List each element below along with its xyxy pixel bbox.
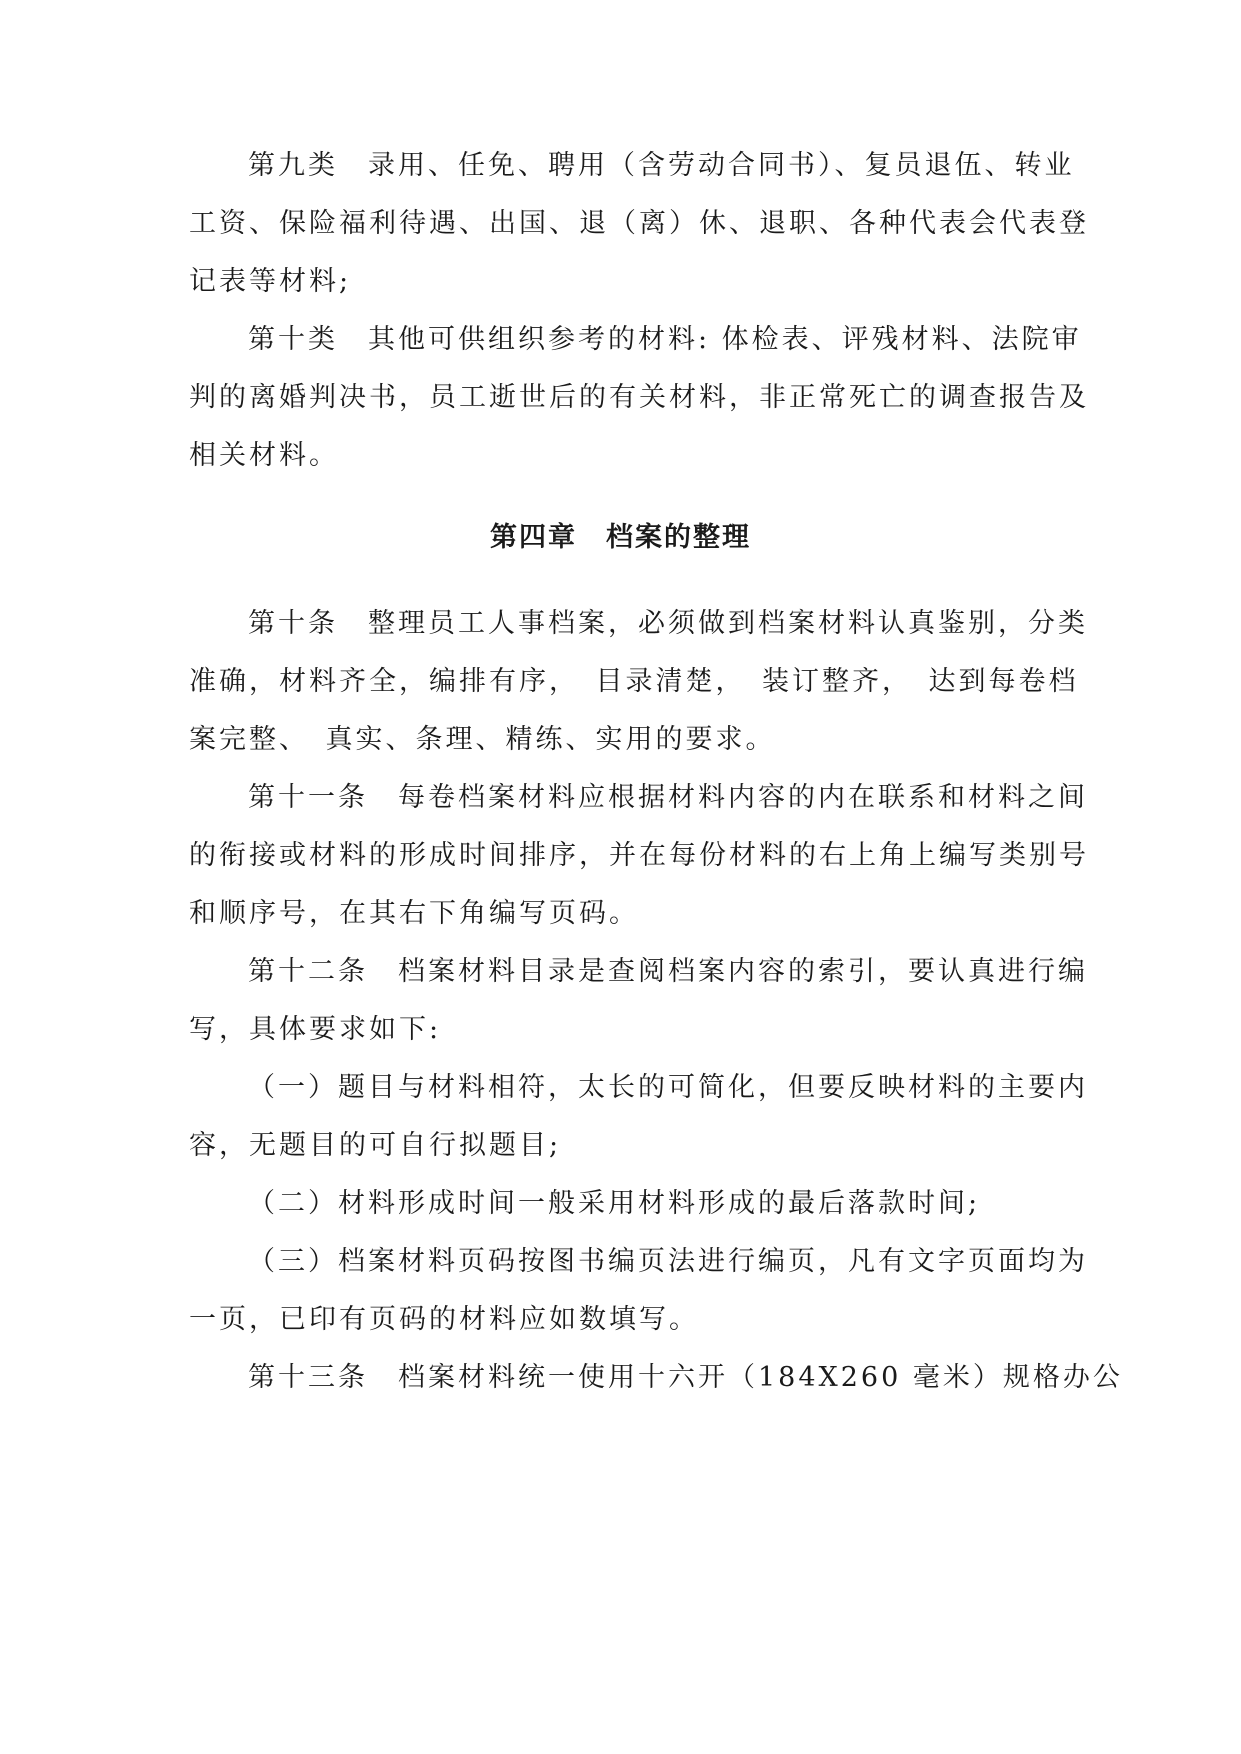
paragraph-line: 写，具体要求如下: [189, 1014, 442, 1045]
paragraph-line: （三）档案材料页码按图书编页法进行编页，凡有文字页面均为 [248, 1246, 1088, 1277]
paragraph-line: （二）材料形成时间一般采用材料形成的最后落款时间; [248, 1188, 981, 1219]
paragraph-line: 第十一条 每卷档案材料应根据材料内容的内在联系和材料之间 [248, 782, 1088, 813]
paragraph-line: 和顺序号，在其右下角编写页码。 [189, 898, 639, 929]
paragraph-line: 第十条 整理员工人事档案，必须做到档案材料认真鉴别，分类 [248, 608, 1088, 639]
paragraph-line: 判的离婚判决书，员工逝世后的有关材料，非正常死亡的调查报告及 [189, 382, 1089, 413]
paragraph-line: 记表等材料; [189, 266, 352, 297]
paragraph-line: 工资、保险福利待遇、出国、退（离）休、退职、各种代表会代表登 [189, 208, 1089, 239]
paragraph-line: 容，无题目的可自行拟题目; [189, 1130, 562, 1161]
paragraph-line: 的衔接或材料的形成时间排序，并在每份材料的右上角上编写类别号 [189, 840, 1089, 871]
paragraph-line: 第九类 录用、任免、聘用（含劳动合同书）、复员退伍、转业 [248, 150, 1075, 181]
paragraph-line: （一）题目与材料相符，太长的可简化，但要反映材料的主要内 [248, 1072, 1088, 1103]
paragraph-line: 一页，已印有页码的材料应如数填写。 [189, 1304, 699, 1335]
paragraph-line: 准确，材料齐全，编排有序， 目录清楚， 装订整齐， 达到每卷档 [189, 666, 1079, 697]
paragraph-line: 相关材料。 [189, 440, 339, 471]
paragraph-line: 第十二条 档案材料目录是查阅档案内容的索引，要认真进行编 [248, 956, 1088, 987]
chapter-heading: 第四章 档案的整理 [490, 522, 751, 553]
paragraph-line: 案完整、 真实、条理、精练、实用的要求。 [189, 724, 776, 755]
paragraph-line: 第十类 其他可供组织参考的材料: 体检表、评残材料、法院审 [248, 324, 1082, 355]
paragraph-line: 第十三条 档案材料统一使用十六开（184X260 毫米）规格办公 [248, 1362, 1123, 1393]
